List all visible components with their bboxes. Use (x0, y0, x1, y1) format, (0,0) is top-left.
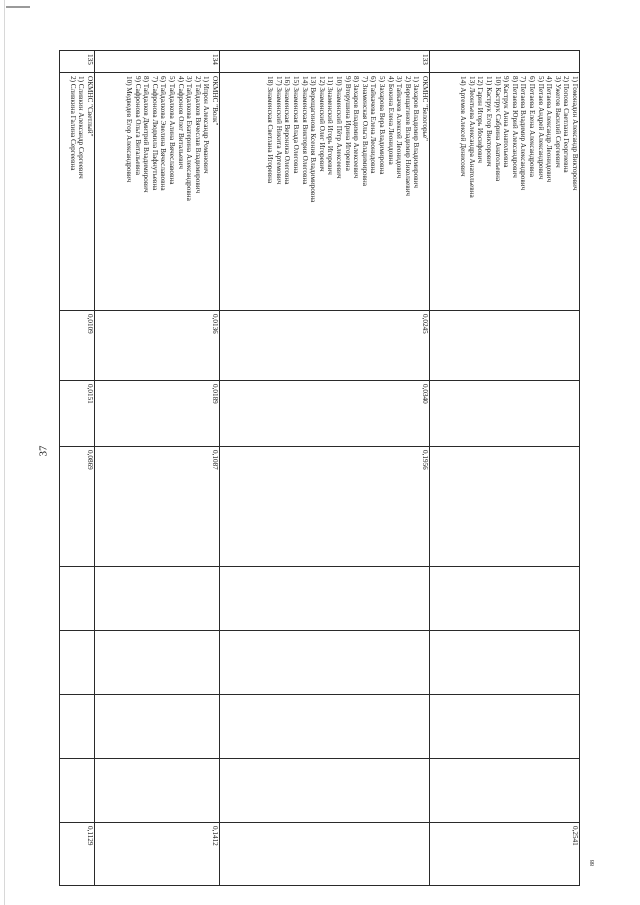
member-name: 9) Сафронова Ольга Витальевна (133, 76, 142, 175)
value-cell-c5: 0,1087 (95, 447, 220, 567)
community-title: ОКМНС "Белогорье" (421, 76, 429, 141)
member-name: 2) Попова Светлана Георгиевна (562, 76, 571, 173)
member-name: 9) Каструк Анна Анатольевна (502, 76, 511, 168)
value-cell-c9 (430, 759, 580, 823)
value-cell-c9 (220, 759, 430, 823)
value-cell-c3 (430, 311, 580, 381)
community-title: ОКМНС "Волк" (211, 76, 219, 126)
value-cell-c7 (430, 631, 580, 695)
member-name: 13) Леонтьева Александра Анатольевна (467, 76, 476, 198)
value-cell-c4: 0,0151 (60, 381, 95, 447)
member-name: 7) Сафронова Людмила Пафнутьевна (150, 76, 159, 191)
member-name: 5) Захарова Вера Владимировна (378, 76, 387, 175)
value-cell-c4 (430, 381, 580, 447)
member-name: 6) Тайдалкова Эвелина Вячеславовна (159, 76, 168, 191)
member-name: 4) Бокина Елена Леонидовна (386, 76, 395, 165)
member-name: 2) Сливкина Галина Сергеевна (68, 76, 77, 171)
table-row (95, 51, 220, 886)
community-title: ОКМНС "Светлый" (86, 76, 94, 137)
member-name: 15) Знаменская Влада Олеговна (292, 76, 301, 174)
member-name: 11) Знаменский Игорь Игоревич (326, 76, 335, 175)
value-cell-c5: 0,0869 (60, 447, 95, 567)
community-cell (60, 73, 95, 311)
member-name: 5) Петаев Андрей Александрович (536, 76, 545, 180)
member-name: 16) Знаменская Вероника Олеговна (283, 76, 292, 185)
value-cell-c8 (60, 695, 95, 759)
member-name: 1) Захаров Владимир Владимирович (412, 76, 421, 189)
member-name: 7) Знаменская Ольга Владимировна (360, 76, 369, 186)
member-name: 10) Знаменский Пётр Алексеевич (335, 76, 344, 179)
table-row (220, 51, 430, 886)
member-name: 1) Сливкин Александр Сергеевич (77, 76, 86, 179)
member-name: 10) Медведев Егор Александрович (125, 76, 134, 183)
member-name: 11) Каструк Егор Викторович (485, 76, 494, 167)
member-name: 12) Знаменский Олег Игоревич (317, 76, 326, 172)
value-cell-c10: 0,1129 (60, 823, 95, 886)
member-name: 4) Сафронов Олег Витальевич (176, 76, 185, 169)
member-name: 13) Верещагинова Ксения Владимировна (309, 76, 318, 203)
rotated-table (60, 50, 580, 885)
member-name: 3) Тайдалкова Екатерина Александровна (185, 76, 194, 201)
value-cell-c8 (95, 695, 220, 759)
scan-mark (6, 6, 30, 8)
member-name: 3) Ужегов Василий Сергеевич (553, 76, 562, 168)
value-cell-c10: 0,1412 (95, 823, 220, 886)
value-cell-c7 (60, 631, 95, 695)
value-cell-c8 (220, 695, 430, 759)
member-name: 14) Знаменская Виктория Олеговна (300, 76, 309, 185)
value-cell-c4: 0,0189 (95, 381, 220, 447)
row-number: 135 (60, 51, 95, 73)
member-name: 6) Тайкачева Елена Леонидовна (369, 76, 378, 174)
value-cell-c3: 0,0245 (220, 311, 430, 381)
row-number: 134 (95, 51, 220, 73)
value-cell-c7 (95, 631, 220, 695)
page-number: 37 (37, 445, 50, 457)
scan-edge (4, 0, 5, 905)
member-name: 4) Петаева Александр Леонидович (545, 76, 554, 183)
value-cell-c10 (220, 823, 430, 886)
member-name: 9) Вторушина Ирина Игоревна (343, 76, 352, 171)
member-name: 5) Тайдалкова Алина Вячеславовна (168, 76, 177, 185)
member-name: 18) Знаменская Светлана Игоревна (266, 76, 275, 184)
member-name: 17) Знаменский Никита Артемович (274, 76, 283, 185)
value-cell-c6 (60, 567, 95, 631)
row-number (430, 51, 580, 73)
value-cell-c8 (430, 695, 580, 759)
member-name: 1) Гомонадин Александр Викторович (571, 76, 579, 191)
community-cell (220, 73, 430, 311)
value-cell-c3: 0,0136 (95, 311, 220, 381)
table-row (430, 51, 580, 886)
member-name: 3) Тайкачев Алексей Леонидович (395, 76, 404, 179)
member-name: 8) Петаева Юрий Александрович (510, 76, 519, 178)
member-name: 2) Тайдалков Вячеслав Владимирович (193, 76, 202, 194)
member-name: 8) Захаров Владимир Алексеевич (352, 76, 361, 179)
member-name: 14) Артемов Алексей Денисович (459, 76, 468, 177)
member-name: 10) Каструк Сабрина Анатольевна (493, 76, 502, 182)
value-cell-c9 (95, 759, 220, 823)
community-cell (95, 73, 220, 311)
value-cell-c4: 0,0340 (220, 381, 430, 447)
value-cell-c7 (220, 631, 430, 695)
member-name: 8) Тайдалков Дмитрий Владимирович (142, 76, 151, 193)
row-number: 133 (220, 51, 430, 73)
footer-mark: 88 (590, 860, 596, 866)
member-name: 2) Верещагинов Владимир Николаевич (403, 76, 412, 197)
value-cell-c6 (95, 567, 220, 631)
member-name: 7) Петаева Владимир Александрович (519, 76, 528, 191)
value-cell-c3: 0,0109 (60, 311, 95, 381)
value-cell-c9 (60, 759, 95, 823)
value-cell-c6 (430, 567, 580, 631)
member-name: 12) Гарин Игорь Иосифович (476, 76, 485, 163)
table-row (60, 51, 95, 886)
value-cell-c5: 0,1956 (220, 447, 430, 567)
member-name: 1) Ипрон Александр Романович (202, 76, 211, 174)
member-name: 6) Петаева Елена Александровна (528, 76, 537, 177)
community-cell (430, 73, 580, 311)
value-cell-c5 (430, 447, 580, 567)
value-cell-c6 (220, 567, 430, 631)
members-table (59, 50, 580, 886)
value-cell-c10: 0,2541 (430, 823, 580, 886)
